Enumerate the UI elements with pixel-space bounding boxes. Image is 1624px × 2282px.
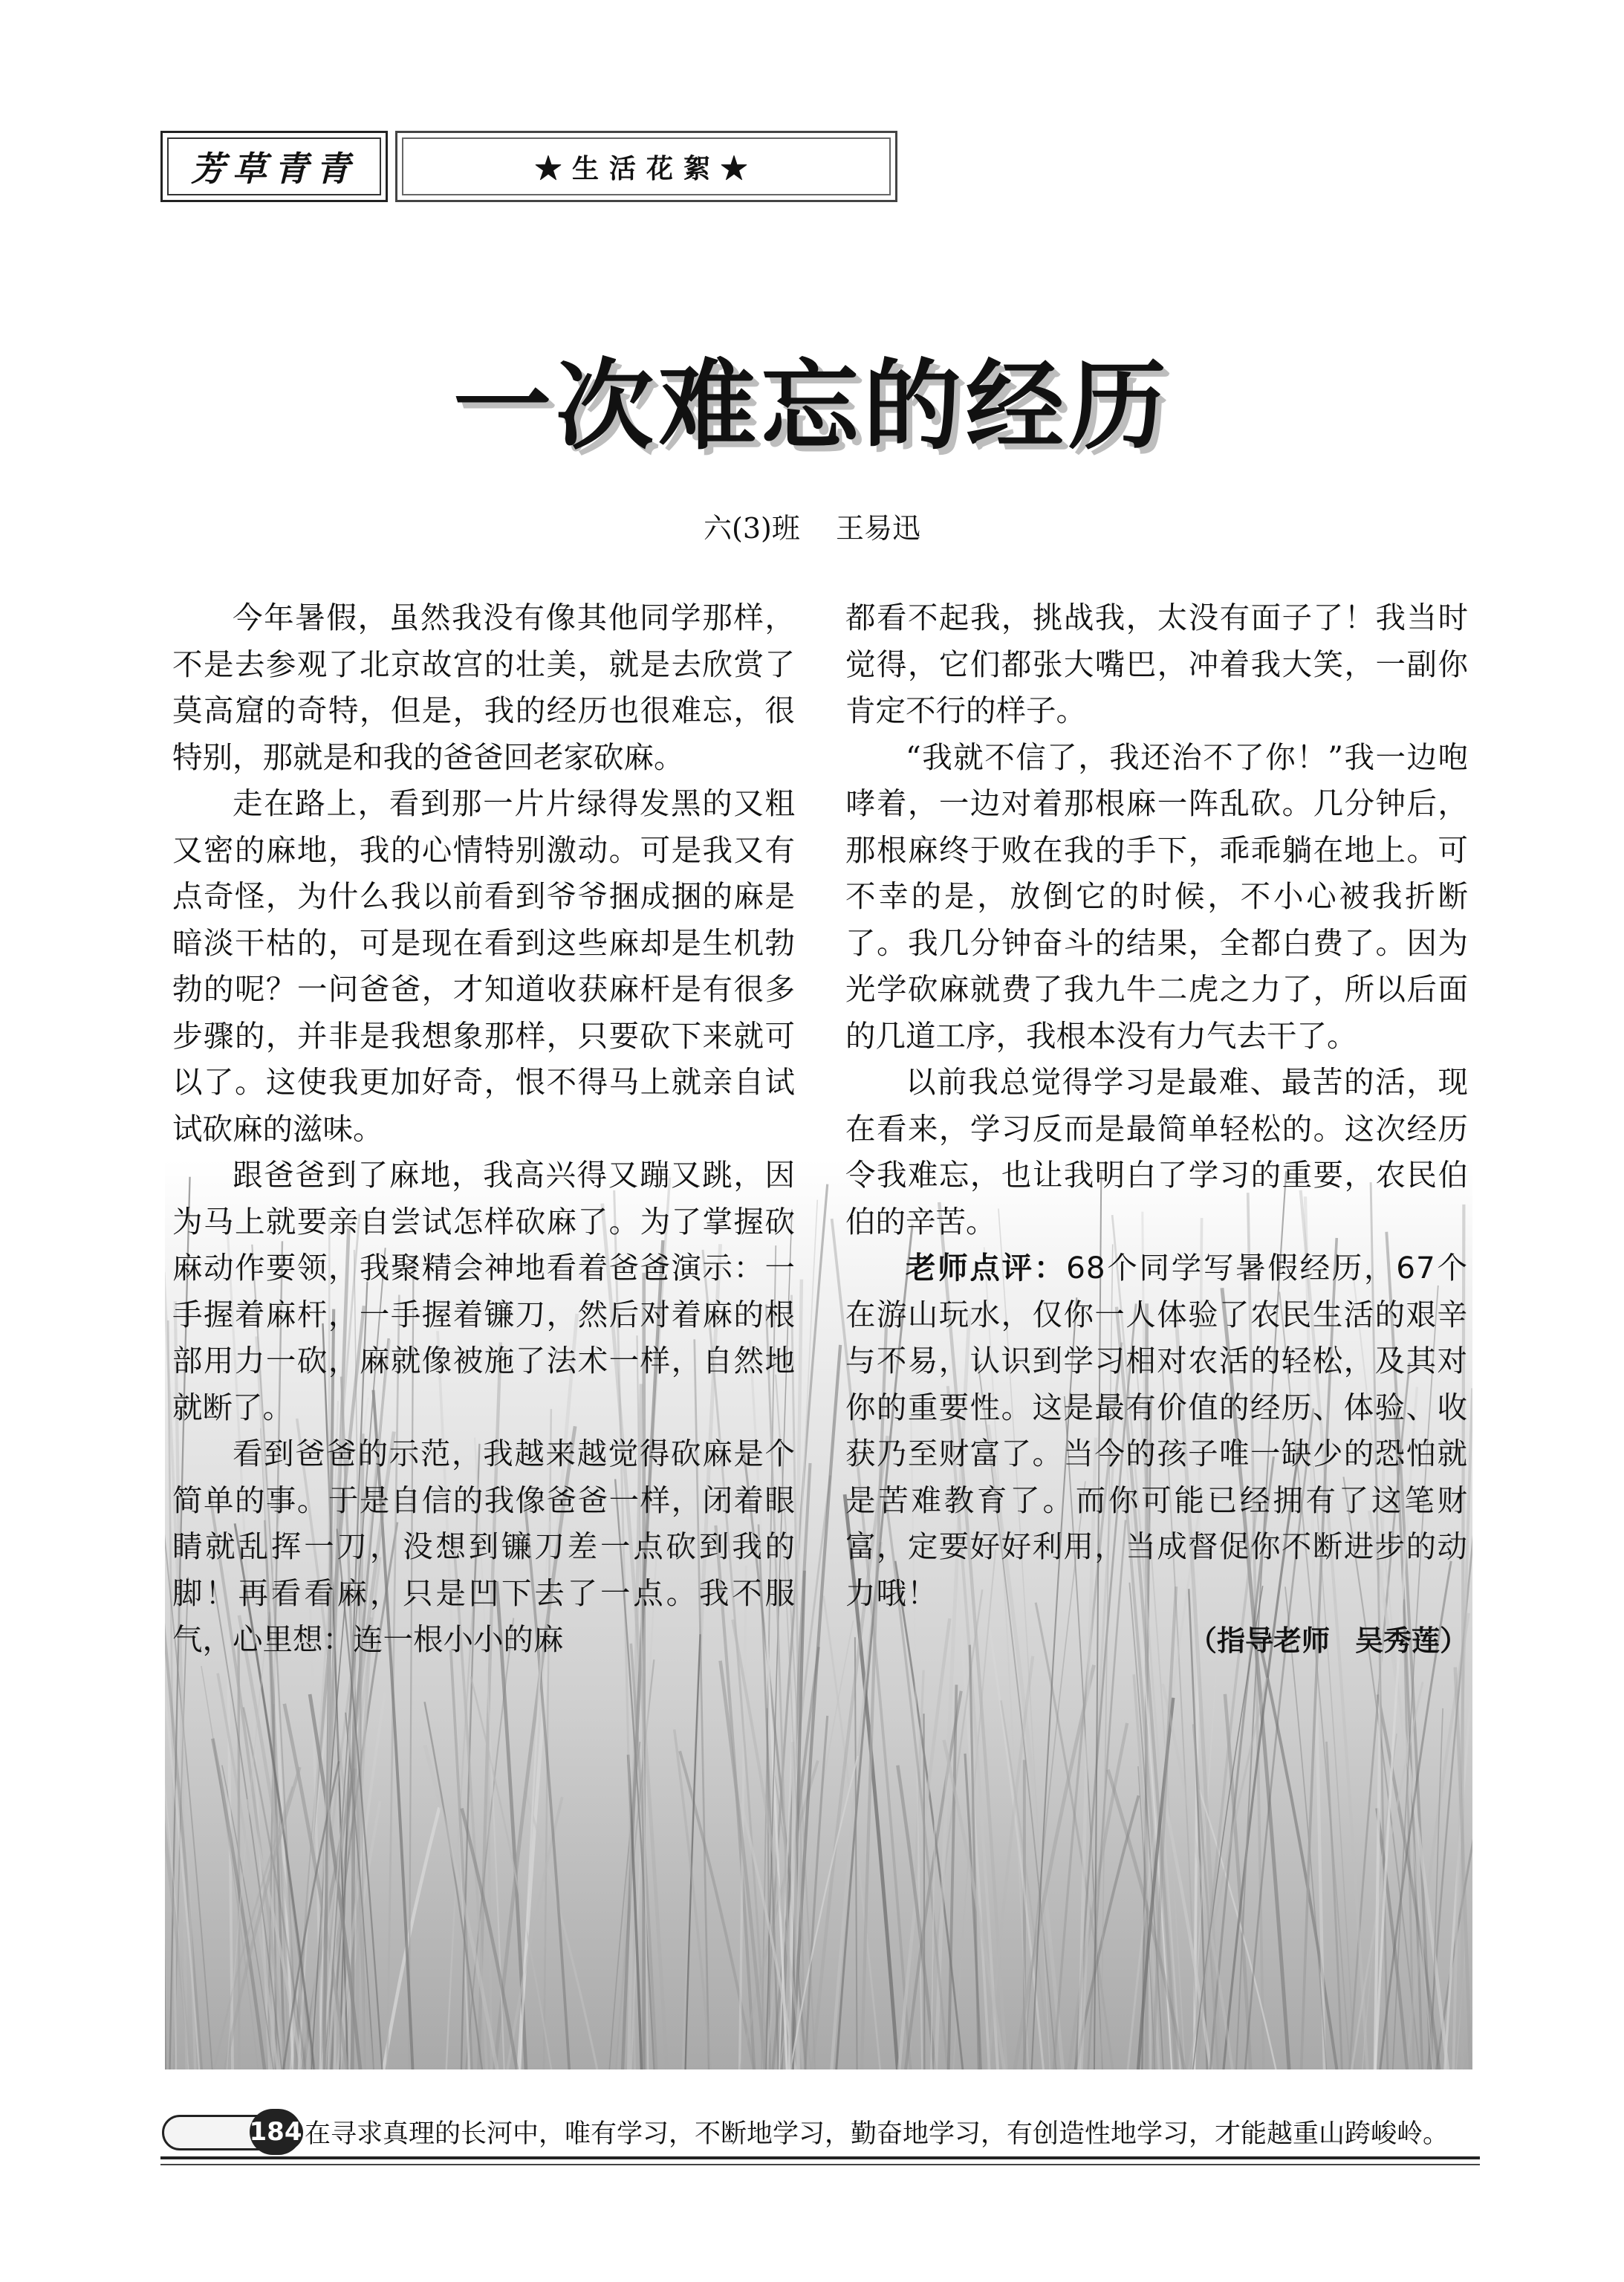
author-name: 王易迅 (835, 512, 920, 545)
footer-motto: 在寻求真理的长河中，唯有学习，不断地学习，勤奋地学习，有创造性地学习，才能越重山跨峻岭。 (305, 2119, 1449, 2149)
author-class: 六(3)班 (704, 512, 800, 545)
footer-rule (160, 2156, 1480, 2159)
paragraph: 走在路上，看到那一片片绿得发黑的又粗又密的麻地，我的心情特别激动。可是我又有点奇怪，为什么我以前看到爷爷捆成捆的麻是暗淡干枯的，可是现在看到这些麻却是生机勃勃的呢？一问爸爸，才知道收获麻杆是有很多步骤的，并非是我想象那样，只要砍下来就可以了。这使我更加好奇，恨不得马上就亲自试试砍麻的滋味。 (172, 785, 795, 1147)
paragraph: 跟爸爸到了麻地，我高兴得又蹦又跳，因为马上就要亲自尝试怎样砍麻了。为了掌握砍麻动作要领，我聚精会神地看着爸爸演示：一手握着麻杆，一手握着镰刀，然后对着麻的根部用力一砍，麻就像被施了法术一样，自然地就断了。 (172, 1157, 795, 1425)
paragraph: 以前我总觉得学习是最难、最苦的活，现在看来，学习反而是最简单轻松的。这次经历令我难忘，也让我明白了学习的重要，农民伯伯的辛苦。 (845, 1064, 1468, 1239)
paragraph: 看到爸爸的示范，我越来越觉得砍麻是个简单的事。于是自信的我像爸爸一样，闭着眼睛就乱挥一刀，没想到镰刀差一点砍到我的脚！再看看麻，只是凹下去了一点。我不服气，心里想：连一根小小的麻 (172, 1436, 795, 1657)
article-right-column (845, 594, 1468, 1665)
byline (0, 505, 1624, 546)
column-name: 芳草青青 (167, 137, 381, 195)
paragraph: “我就不信了，我还治不了你！”我一边咆哮着，一边对着那根麻一阵乱砍。几分钟后，那根麻终于败在我的手下，乖乖躺在地上。可不幸的是，放倒它的时候，不小心被我折断了。我几分钟奋斗的结果，全都白费了。因为光学砍麻就费了我九牛二虎之力了，所以后面的几道工序，我根本没有力气去干了。 (845, 739, 1468, 1054)
section-name-box (395, 131, 897, 202)
article-left-column (172, 594, 795, 1663)
page-number: 184 (250, 2109, 302, 2155)
signature-title: （指导老师 (1188, 1624, 1330, 1657)
comment-label: 老师点评： (906, 1250, 1067, 1286)
footer-rule-thin (160, 2164, 1480, 2165)
paragraph: 今年暑假，虽然我没有像其他同学那样，不是去参观了北京故宫的壮美，就是去欣赏了莫高窟的奇特，但是，我的经历也很难忘，很特别，那就是和我的爸爸回老家砍麻。 (172, 600, 795, 775)
signature-name: 吴秀莲） (1354, 1624, 1468, 1657)
section-name: ★生活花絮★ (402, 137, 891, 195)
column-name-box (160, 131, 388, 202)
teacher-comment (845, 1245, 1468, 1616)
teacher-signature (845, 1618, 1468, 1665)
article-title: 一次难忘的经历 (453, 349, 1171, 464)
paragraph-continuation: 都看不起我，挑战我，太没有面子了！我当时觉得，它们都张大嘴巴，冲着我大笑，一副你肯定不行的样子。 (845, 600, 1468, 728)
comment-text: 68个同学写暑假经历，67个在游山玩水，仅你一人体验了农民生活的艰辛与不易，认识到学习相对农活的轻松，及其对你的重要性。这是最有价值的经历、体验、收获乃至财富了。当今的孩子唯一缺少的恐怕就是苦难教育了。而你可能已经拥有了这笔财富，定要好好利用，当成督促你不断进步的动力哦！ (845, 1250, 1468, 1611)
